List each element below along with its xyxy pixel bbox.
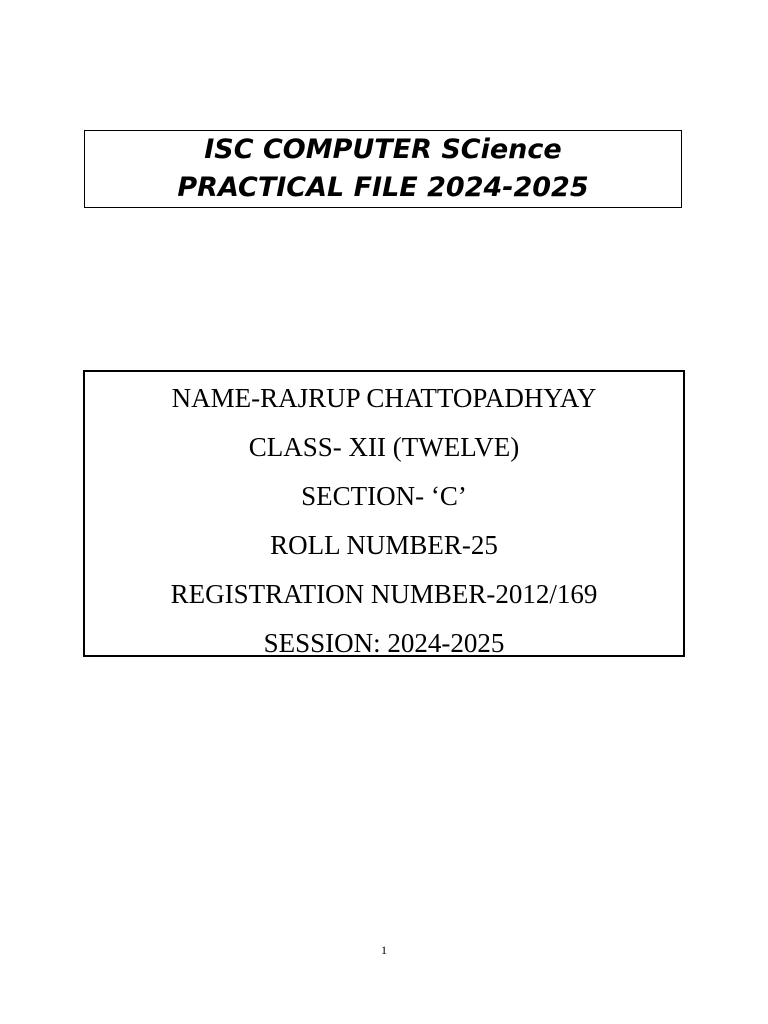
student-registration-number: REGISTRATION NUMBER-2012/169 xyxy=(170,579,598,609)
student-class: CLASS- XII (TWELVE) xyxy=(248,432,520,462)
title-box xyxy=(84,130,682,208)
student-roll-number: ROLL NUMBER-25 xyxy=(270,530,498,560)
title-line-2: PRACTICAL FILE 2024-2025 xyxy=(177,172,589,203)
student-name: NAME-RAJRUP CHATTOPADHYAY xyxy=(171,383,597,413)
student-info-box xyxy=(83,370,685,657)
title-line-1: ISC COMPUTER SCience xyxy=(204,134,562,165)
student-section: SECTION- ‘C’ xyxy=(301,481,467,511)
student-session: SESSION: 2024-2025 xyxy=(263,628,505,658)
page-number: 1 xyxy=(381,943,387,957)
